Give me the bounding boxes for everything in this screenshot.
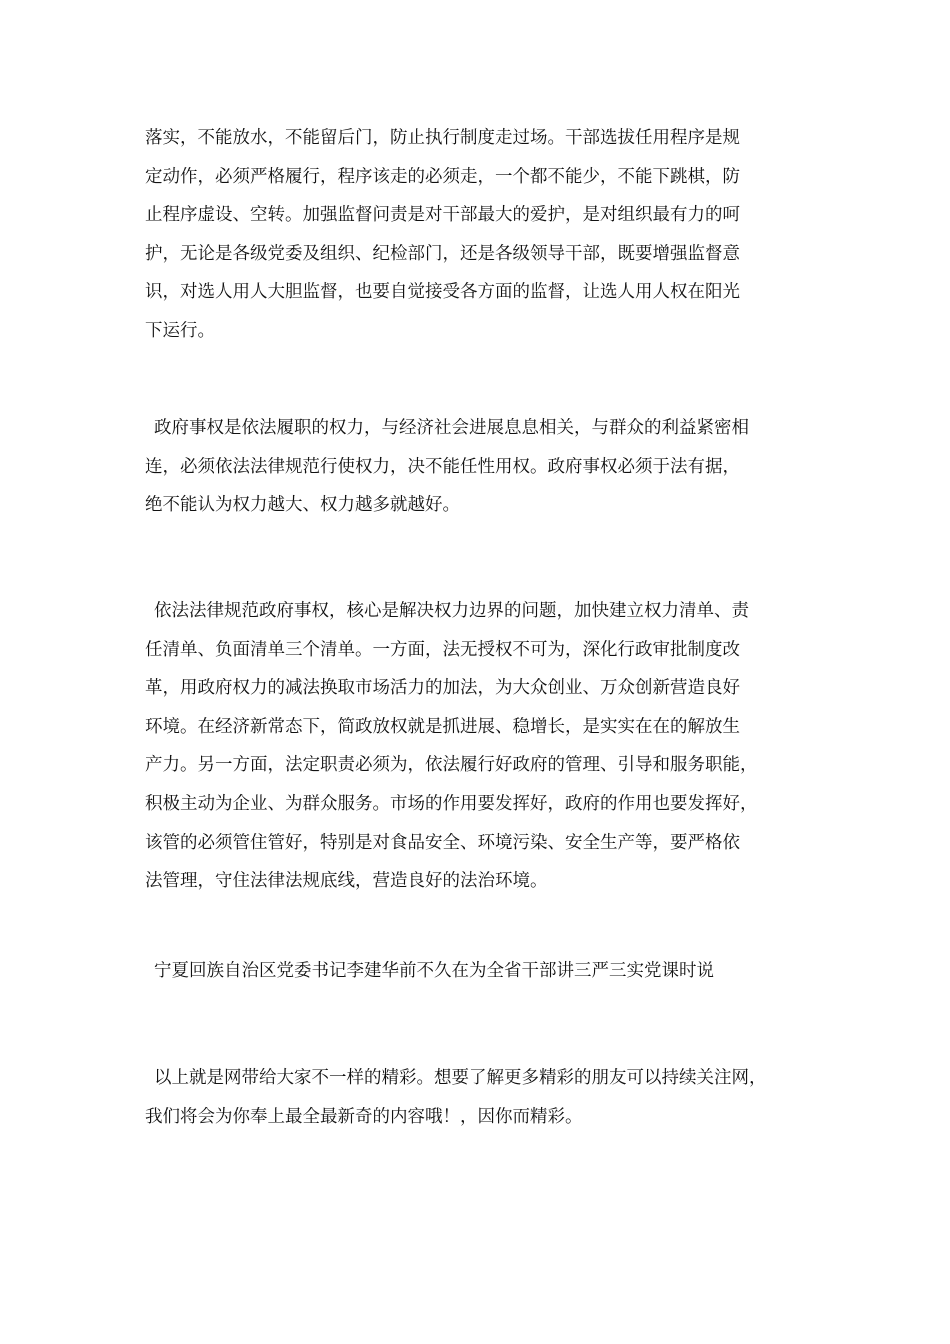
text-line: 该管的必须管住管好，特别是对食品安全、环境污染、安全生产等，要严格依 [145,832,740,853]
text-line: 落实，不能放水，不能留后门，防止执行制度走过场。干部选拔任用程序是规 [145,128,740,148]
text-line: 任清单、负面清单三个清单。一方面，法无授权不可为，深化行政审批制度改 [145,639,740,660]
text-line: 护，无论是各级党委及组织、纪检部门，还是各级领导干部，既要增强监督意 [145,243,740,264]
text-line: 绝不能认为权力越大、权力越多就越好。 [145,495,460,516]
text-line: 我们将会为你奉上最全最新奇的内容哦！，因你而精彩。 [145,1106,583,1127]
paragraph-cadre-supervision [145,119,810,351]
text-line: 政府事权是依法履职的权力，与经济社会进展息息相关，与群众的利益紧密相 [154,418,749,438]
text-line: 宁夏回族自治区党委书记李建华前不久在为全省干部讲三严三实党课时说 [154,961,714,981]
text-line: 连，必须依法法律规范行使权力，决不能任性用权。政府事权必须于法有据， [145,456,740,477]
paragraph-government-powers [145,409,810,525]
paragraph-attribution [145,952,810,991]
text-line: 以上就是网带给大家不一样的精彩。想要了解更多精彩的朋友可以持续关注网， [154,1068,767,1088]
text-line: 下运行。 [145,320,215,341]
text-line: 革，用政府权力的减法换取市场活力的加法，为大众创业、万众创新营造良好 [145,678,740,699]
paragraph-closing-note [145,1059,810,1136]
text-line: 环境。在经济新常态下，简政放权就是抓进展、稳增长，是实实在在的解放生 [145,716,740,737]
text-line: 定动作，必须严格履行，程序该走的必须走，一个都不能少，不能下跳棋，防 [145,166,740,187]
text-line: 积极主动为企业、为群众服务。市场的作用要发挥好，政府的作用也要发挥好， [145,793,758,814]
text-line: 止程序虚设、空转。加强监督问责是对干部最大的爱护，是对组织最有力的呵 [145,205,740,226]
text-line: 识，对选人用人大胆监督，也要自觉接受各方面的监督，让选人用人权在阳光 [145,282,740,303]
text-line: 产力。另一方面，法定职责必须为，依法履行好政府的管理、引导和服务职能， [145,755,758,776]
text-line: 法管理，守住法律法规底线，营造良好的法治环境。 [145,871,548,892]
text-line: 依法法律规范政府事权，核心是解决权力边界的问题，加快建立权力清单、责 [154,601,749,621]
paragraph-power-lists [145,592,810,901]
